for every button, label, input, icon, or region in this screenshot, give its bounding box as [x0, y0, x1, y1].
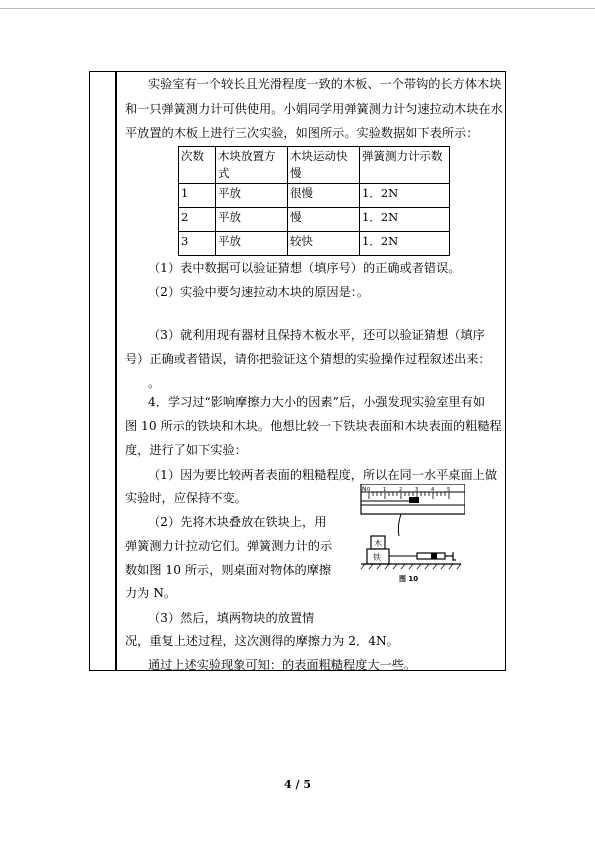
- hand-hold: [453, 552, 456, 560]
- table-cell: 1．2N: [360, 208, 450, 232]
- question-3-line-2: 号）正确或者错误，请你把验证这个猜想的实验操作过程叙述出来：: [125, 352, 491, 366]
- table-header-row: [179, 147, 450, 184]
- conclusion: 通过上述实验现象可知：的表面粗糙程度大一些。: [148, 658, 417, 672]
- scale-pointer: [409, 497, 419, 503]
- table-header-cell: 次数: [179, 147, 216, 184]
- problem-4-line-2: 图 10 所示的铁块和木块。他想比较一下铁块表面和木块表面的粗糙程: [125, 419, 502, 433]
- figure-caption: 图 10: [399, 575, 419, 583]
- experiment-data-table: [178, 146, 450, 256]
- step-2-line-2: 弹簧测力计拉动它们。弹簧测力计的示: [125, 539, 333, 553]
- table-cell: 1．2N: [360, 232, 450, 256]
- scale-label: 4: [431, 487, 435, 493]
- step-2-line-4: 力为 N。: [125, 586, 177, 600]
- table-row: [179, 232, 450, 256]
- leader-line: [398, 514, 401, 536]
- left-column-cell: [90, 72, 116, 670]
- step-3-line-2: 况，重复上述过程，这次测得的摩擦力为 2．4N。: [125, 634, 399, 648]
- intro-line-3: 平放置的木板上进行三次实验，如图所示。实验数据如下表所示：: [125, 126, 479, 140]
- table-cell: 1: [179, 184, 216, 208]
- scale-label: 1: [383, 487, 387, 493]
- step-1-line-1: （1）因为要比较两者表面的粗糙程度，所以在同一水平桌面上做: [148, 468, 498, 482]
- scale-label: 0: [367, 487, 371, 493]
- scale-label: 3: [415, 487, 419, 493]
- step-3-line-1: （3）然后，填两物块的放置情: [148, 611, 315, 625]
- table-cell: 慢: [288, 208, 360, 232]
- problem-4-line-1: 4．学习过“影响摩擦力大小的因素”后，小强发现实验室里有如: [148, 395, 486, 409]
- scale-label: 5: [447, 487, 451, 493]
- desk-hatching: [361, 564, 461, 569]
- small-scale-pointer: [431, 553, 437, 559]
- table-cell: 1．2N: [360, 184, 450, 208]
- table-header-cell: 木块运动快慢: [288, 147, 360, 184]
- page-number: 4 / 5: [284, 778, 311, 791]
- table-cell: 较快: [288, 232, 360, 256]
- iron-block-label: 铁: [373, 553, 381, 562]
- table-header-cell: 弹簧测力计示数: [360, 147, 450, 184]
- problem-4-line-3: 度，进行了如下实验：: [125, 443, 247, 457]
- question-2: （2）实验中要匀速拉动木块的原因是：。: [148, 285, 370, 299]
- figure-10-spring-scale: [357, 484, 465, 584]
- step-1-line-2: 实验时，应保持不变。: [125, 491, 247, 505]
- table-cell: 平放: [216, 232, 288, 256]
- header-rule: [0, 8, 595, 9]
- table-row: [179, 208, 450, 232]
- question-1: （1）表中数据可以验证猜想（填序号）的正确或者错误。: [148, 261, 461, 275]
- table-cell: 2: [179, 208, 216, 232]
- table-cell: 平放: [216, 208, 288, 232]
- scale-unit-label: N: [362, 486, 367, 493]
- table-cell: 3: [179, 232, 216, 256]
- step-2-line-1: （2）先将木块叠放在铁块上，用: [148, 515, 327, 529]
- table-cell: 很慢: [288, 184, 360, 208]
- step-2-line-3: 数如图 10 所示，则桌面对物体的摩擦: [125, 563, 332, 577]
- column-divider: [116, 71, 117, 671]
- table-row: [179, 184, 450, 208]
- question-3-line-3: 。: [148, 376, 161, 390]
- wood-block-label: 木: [374, 539, 382, 548]
- intro-line-2: 和一只弹簧测力计可供使用。小娟同学用弹簧测力计匀速拉动木块在水: [125, 102, 503, 116]
- table-cell: 平放: [216, 184, 288, 208]
- question-3-line-1: （3）就利用现有器材且保持木板水平，还可以验证猜想（填序: [148, 328, 485, 342]
- scale-label: 2: [399, 487, 403, 493]
- intro-line-1: 实验室有一个较长且光滑程度一致的木板、一个带钩的长方体木块: [148, 77, 502, 91]
- table-header-cell: 木块放置方式: [216, 147, 288, 184]
